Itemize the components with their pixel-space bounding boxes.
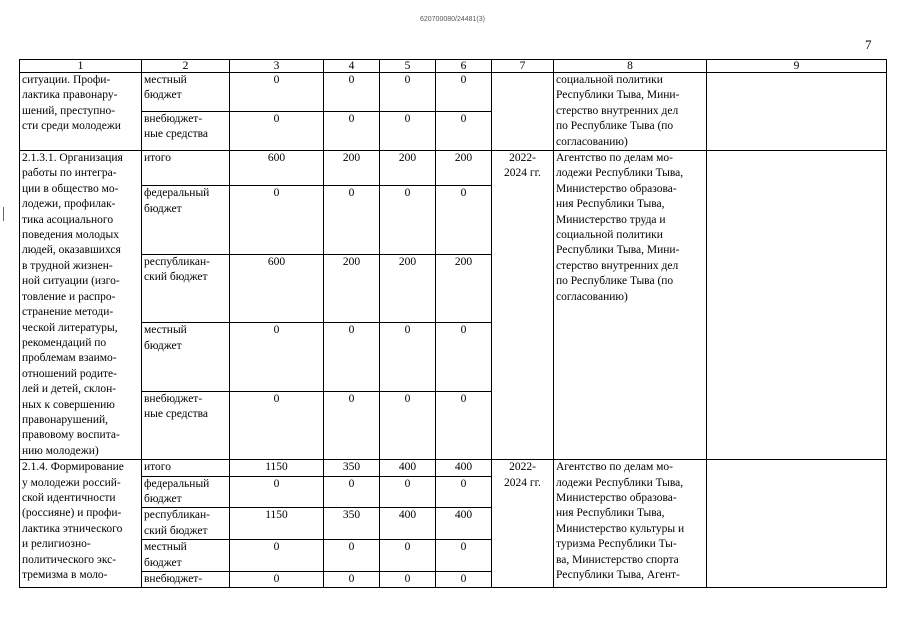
amount-cell: 0 xyxy=(230,572,324,588)
program-table xyxy=(19,59,887,588)
period-cell xyxy=(492,73,554,151)
executor-cell-line: Республики Тыва, Мини- xyxy=(556,244,680,257)
funding-source-cell-line: ский бюджет xyxy=(144,271,208,284)
amount-cell: 0 xyxy=(230,323,324,391)
period-cell-line: 2022- xyxy=(509,461,536,474)
funding-source-cell-line: бюджет xyxy=(144,492,182,505)
column-header: 1 xyxy=(20,60,142,73)
measure-name-cell xyxy=(20,151,142,460)
funding-source-cell xyxy=(142,476,230,508)
amount-cell: 0 xyxy=(324,391,380,459)
executor-cell-line: лодежи Республики Тыва, xyxy=(556,167,684,180)
funding-source-cell xyxy=(142,460,230,476)
amount-cell: 0 xyxy=(230,391,324,459)
executor-cell-line: по Республике Тыва (по xyxy=(556,120,674,133)
amount-cell: 200 xyxy=(324,254,380,322)
funding-source-cell-line: бюджет xyxy=(144,89,182,102)
funding-source-cell-line: итого xyxy=(144,152,171,165)
funding-source-cell-line: федеральный xyxy=(144,477,210,490)
measure-name-cell-line: в трудной жизнен- xyxy=(22,259,113,272)
measure-name-cell-line: сти среди молодежи xyxy=(22,120,121,133)
funding-source-cell xyxy=(142,112,230,151)
measure-name-cell-line: работы по интегра- xyxy=(22,167,117,180)
executor-cell-line: ния Республики Тыва, xyxy=(556,507,665,520)
executor-cell-line: согласованию) xyxy=(556,290,628,303)
amount-cell: 0 xyxy=(324,112,380,151)
document-stamp: 620700080/24481(3) xyxy=(419,16,485,23)
executor-cell-line: согласованию) xyxy=(556,135,628,148)
amount-cell: 400 xyxy=(380,508,436,540)
amount-cell: 0 xyxy=(324,73,380,112)
funding-source-cell xyxy=(142,391,230,459)
table-row xyxy=(20,460,887,476)
amount-cell: 0 xyxy=(230,476,324,508)
amount-cell: 0 xyxy=(380,323,436,391)
measure-name-cell-line: у молодежи россий- xyxy=(22,476,121,489)
executor-cell xyxy=(554,151,707,460)
measure-name-cell-line: лактика правонару- xyxy=(22,89,118,102)
executor-cell xyxy=(554,460,707,588)
edge-mark xyxy=(3,207,4,221)
amount-cell: 0 xyxy=(380,73,436,112)
funding-source-cell-line: бюджет xyxy=(144,339,182,352)
amount-cell: 0 xyxy=(380,540,436,572)
funding-source-cell xyxy=(142,508,230,540)
funding-source-cell-line: республикан- xyxy=(144,509,210,522)
header-row xyxy=(20,60,887,73)
amount-cell: 200 xyxy=(380,151,436,186)
measure-name-cell-line: товление и распро- xyxy=(22,290,116,303)
measure-name-cell-line: ной ситуации (изго- xyxy=(22,275,120,288)
measure-name-cell xyxy=(20,460,142,588)
funding-source-cell-line: ные средства xyxy=(144,408,209,421)
executor-cell-line: Республики Тыва, Агент- xyxy=(556,569,680,581)
column-header: 8 xyxy=(554,60,707,73)
measure-name-cell-line: нию молодежи) xyxy=(22,444,99,457)
measure-name-cell-line: 2.1.4. Формирование xyxy=(22,461,124,474)
funding-source-cell xyxy=(142,254,230,322)
funding-source-cell-line: федеральный xyxy=(144,187,210,200)
amount-cell: 0 xyxy=(436,73,492,112)
funding-source-cell xyxy=(142,151,230,186)
amount-cell: 0 xyxy=(436,476,492,508)
period-cell-line: 2024 гг. xyxy=(504,476,541,489)
measure-name-cell-line: и религиозно- xyxy=(22,538,91,551)
result-cell xyxy=(707,460,887,588)
column-header: 7 xyxy=(492,60,554,73)
period-cell xyxy=(492,460,554,588)
executor-cell-line: Министерство труда и xyxy=(556,213,666,226)
measure-name-cell-line: странение методи- xyxy=(22,306,114,319)
executor-cell-line: Министерство образова- xyxy=(556,491,677,504)
measure-name-cell-line: поведения молодых xyxy=(22,229,120,242)
executor-cell-line: по Республике Тыва (по xyxy=(556,275,674,288)
period-cell xyxy=(492,151,554,460)
funding-source-cell-line: внебюджет- xyxy=(144,392,203,405)
measure-name-cell-line: политического экс- xyxy=(22,553,117,566)
amount-cell: 0 xyxy=(436,186,492,254)
measure-name-cell-line: рекомендаций по xyxy=(22,336,107,349)
executor-cell-line: Агентство по делам мо- xyxy=(556,152,673,165)
executor-cell-line: стерство внутренних дел xyxy=(556,104,679,117)
funding-source-cell xyxy=(142,540,230,572)
amount-cell: 600 xyxy=(230,151,324,186)
measure-name-cell-line: ции в общество мо- xyxy=(22,182,119,195)
amount-cell: 1150 xyxy=(230,460,324,476)
amount-cell: 200 xyxy=(436,151,492,186)
amount-cell: 0 xyxy=(436,391,492,459)
funding-source-cell-line: местный xyxy=(144,74,187,86)
column-header: 5 xyxy=(380,60,436,73)
executor-cell xyxy=(554,73,707,151)
amount-cell: 0 xyxy=(380,572,436,588)
amount-cell: 200 xyxy=(324,151,380,186)
measure-name-cell-line: тремизма в моло- xyxy=(22,569,108,581)
amount-cell: 0 xyxy=(380,391,436,459)
amount-cell: 400 xyxy=(380,460,436,476)
executor-cell-line: Агентство по делам мо- xyxy=(556,461,673,474)
amount-cell: 0 xyxy=(324,186,380,254)
funding-source-cell-line: внебюджет- xyxy=(144,113,203,126)
executor-cell-line: стерство внутренних дел xyxy=(556,259,679,272)
column-header: 6 xyxy=(436,60,492,73)
column-header: 9 xyxy=(707,60,887,73)
measure-name-cell-line: проблемам взаимо- xyxy=(22,352,117,365)
funding-source-cell-line: внебюджет- xyxy=(144,573,203,585)
amount-cell: 400 xyxy=(436,508,492,540)
amount-cell: 350 xyxy=(324,508,380,540)
amount-cell: 0 xyxy=(324,476,380,508)
amount-cell: 0 xyxy=(324,323,380,391)
executor-cell-line: Республики Тыва, Мини- xyxy=(556,89,680,102)
column-header: 4 xyxy=(324,60,380,73)
funding-source-cell-line: республикан- xyxy=(144,255,210,268)
measure-name-cell-line: 2.1.3.1. Организация xyxy=(22,152,123,165)
executor-cell-line: Министерство культуры и xyxy=(556,522,685,535)
funding-source-cell-line: бюджет xyxy=(144,556,182,569)
amount-cell: 0 xyxy=(380,112,436,151)
measure-name-cell-line: людей, оказавшихся xyxy=(22,244,121,257)
funding-source-cell-line: ский бюджет xyxy=(144,524,208,537)
funding-source-cell-line: бюджет xyxy=(144,202,182,215)
executor-cell-line: ния Республики Тыва, xyxy=(556,198,665,211)
measure-name-cell-line: отношений родите- xyxy=(22,367,117,380)
funding-source-cell xyxy=(142,186,230,254)
amount-cell: 0 xyxy=(436,572,492,588)
amount-cell: 200 xyxy=(436,254,492,322)
measure-name-cell-line: ных к совершению xyxy=(22,398,115,411)
measure-name-cell-line: тика асоциального xyxy=(22,213,114,226)
amount-cell: 600 xyxy=(230,254,324,322)
result-cell xyxy=(707,151,887,460)
measure-name-cell-line: правонарушений, xyxy=(22,413,109,426)
table-row xyxy=(20,73,887,112)
measure-name-cell-line: правовому воспита- xyxy=(22,429,120,442)
period-cell-line: 2024 гг. xyxy=(504,167,541,180)
measure-name-cell-line: (россияне) и профи- xyxy=(22,507,122,520)
measure-name-cell xyxy=(20,73,142,151)
measure-name-cell-line: ской идентичности xyxy=(22,491,116,504)
executor-cell-line: туризма Республики Ты- xyxy=(556,538,677,551)
amount-cell: 0 xyxy=(436,112,492,151)
amount-cell: 0 xyxy=(324,572,380,588)
table-row xyxy=(20,151,887,186)
funding-source-cell-line: местный xyxy=(144,541,187,554)
measure-name-cell-line: лактика этнического xyxy=(22,522,123,535)
amount-cell: 0 xyxy=(230,186,324,254)
page-number: 7 xyxy=(865,37,872,52)
amount-cell: 400 xyxy=(436,460,492,476)
funding-source-cell-line: местный xyxy=(144,324,187,337)
amount-cell: 200 xyxy=(380,254,436,322)
amount-cell: 0 xyxy=(436,540,492,572)
funding-source-cell xyxy=(142,323,230,391)
period-cell-line: 2022- xyxy=(509,152,536,165)
measure-name-cell-line: лей и детей, склон- xyxy=(22,383,117,396)
amount-cell: 1150 xyxy=(230,508,324,540)
amount-cell: 0 xyxy=(230,540,324,572)
amount-cell: 350 xyxy=(324,460,380,476)
result-cell xyxy=(707,73,887,151)
amount-cell: 0 xyxy=(380,186,436,254)
amount-cell: 0 xyxy=(324,540,380,572)
amount-cell: 0 xyxy=(230,112,324,151)
amount-cell: 0 xyxy=(230,73,324,112)
measure-name-cell-line: лодежи, профилак- xyxy=(22,198,116,211)
funding-source-cell-line: итого xyxy=(144,461,171,474)
amount-cell: 0 xyxy=(436,323,492,391)
executor-cell-line: социальной политики xyxy=(556,229,663,242)
funding-source-cell xyxy=(142,73,230,112)
measure-name-cell-line: шений, преступно- xyxy=(22,104,116,117)
funding-source-cell-line: ные средства xyxy=(144,128,209,141)
funding-source-cell xyxy=(142,572,230,588)
amount-cell: 0 xyxy=(380,476,436,508)
column-header: 3 xyxy=(230,60,324,73)
measure-name-cell-line: ситуации. Профи- xyxy=(22,74,111,86)
executor-cell-line: социальной политики xyxy=(556,74,663,86)
measure-name-cell-line: ческой литературы, xyxy=(22,321,118,334)
executor-cell-line: Министерство образова- xyxy=(556,182,677,195)
executor-cell-line: лодежи Республики Тыва, xyxy=(556,476,684,489)
column-header: 2 xyxy=(142,60,230,73)
executor-cell-line: ва, Министерство спорта xyxy=(556,553,679,566)
